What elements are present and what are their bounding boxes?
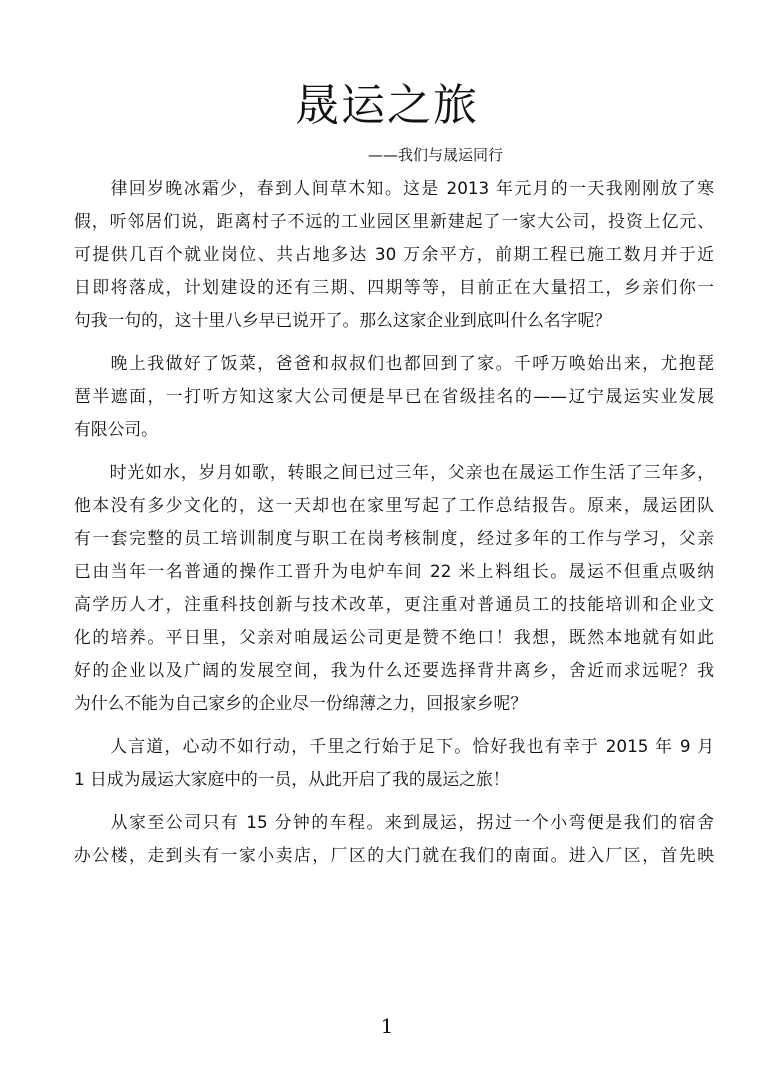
text-line: 假，听邻居们说，距离村子不远的工业园区里新建起了一家大公司，投资上亿元、	[74, 211, 714, 231]
text-line: 为什么不能为自己家乡的企业尽一份绵薄之力，回报家乡呢？	[74, 693, 528, 713]
paragraph-gap	[74, 337, 714, 347]
paragraph-gap	[74, 720, 714, 730]
text-line: 句我一句的，这十里八乡早已说开了。那么这家企业到底叫什么名字呢？	[74, 310, 612, 330]
text-line: 律回岁晚冰霜少，春到人间草木知。这是 2013 年元月的一天我刚刚放了寒	[74, 178, 714, 198]
text-line: 时光如水，岁月如歌，转眼之间已过三年，父亲也在晟运工作生活了三年多，	[74, 462, 714, 482]
paragraph	[74, 172, 714, 337]
text-line: 琶半遮面，一打听方知这家大公司便是早已在省级挂名的——辽宁晟运实业发展	[74, 386, 714, 406]
paragraph	[74, 730, 714, 796]
paragraph	[74, 347, 714, 446]
text-line: 办公楼，走到头有一家小卖店，厂区的大门就在我们的南面。进入厂区，首先映	[74, 845, 714, 865]
text-line: 他本没有多少文化的，这一天却也在家里写起了工作总结报告。原来，晟运团队	[74, 495, 714, 515]
text-line: 从家至公司只有 15 分钟的车程。来到晟运，拐过一个小弯便是我们的宿舍	[74, 812, 714, 832]
text-line: 日即将落成，计划建设的还有三期、四期等等，目前正在大量招工，乡亲们你一	[74, 277, 714, 297]
text-line: 可提供几百个就业岗位、共占地多达 30 万余平方，前期工程已施工数月并于近	[74, 244, 714, 264]
document-title: 晟运之旅	[295, 80, 479, 131]
paragraph	[74, 456, 714, 720]
page-number: 1	[380, 1014, 394, 1038]
text-line: 1 日成为晟运大家庭中的一员，从此开启了我的晟运之旅！	[74, 769, 510, 789]
text-line: 高学历人才，注重科技创新与技术改革，更注重对普通员工的技能培训和企业文	[74, 594, 714, 614]
paragraph-gap	[74, 796, 714, 806]
text-line: 化的培养。平日里，父亲对咱晟运公司更是赞不绝口！我想，既然本地就有如此	[74, 627, 714, 647]
text-line: 有限公司。	[74, 419, 158, 439]
text-line: 人言道，心动不如行动，千里之行始于足下。恰好我也有幸于 2015 年 9 月	[74, 736, 714, 756]
paragraph	[74, 806, 714, 872]
text-line: 有一套完整的员工培训制度与职工在岗考核制度，经过多年的工作与学习，父亲	[74, 528, 714, 548]
document-body	[74, 172, 714, 872]
paragraph-gap	[74, 446, 714, 456]
text-line: 晚上我做好了饭菜，爸爸和叔叔们也都回到了家。千呼万唤始出来，尤抱琵	[74, 353, 714, 373]
document-subtitle: ——我们与晟运同行	[368, 146, 504, 164]
text-line: 好的企业以及广阔的发展空间，我为什么还要选择背井离乡，舍近而求远呢？我	[74, 660, 714, 680]
text-line: 已由当年一名普通的操作工晋升为电炉车间 22 米上料组长。晟运不但重点吸纳	[74, 561, 714, 581]
